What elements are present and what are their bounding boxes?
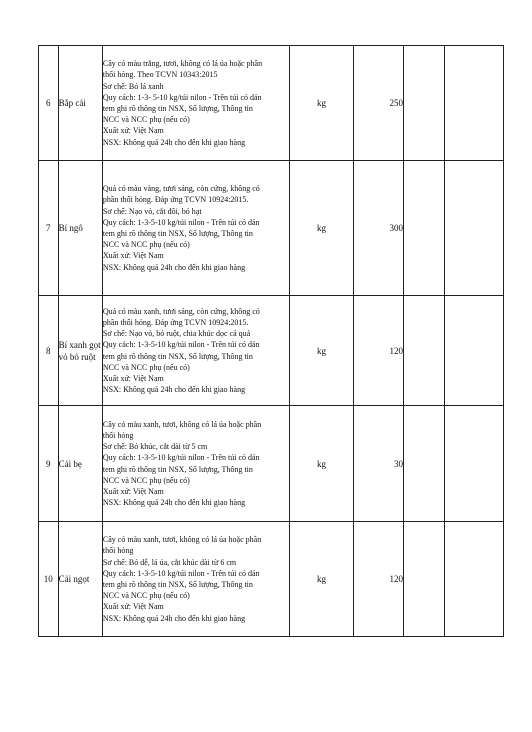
spec-line: Quy cách: 1-3-5-10 kg/túi nilon - Trên túi có dán	[102, 568, 260, 578]
table-row	[39, 296, 504, 406]
spec-line: NSX: Không quá 24h cho đến khi giao hàng	[102, 137, 246, 147]
spec-line: Quả có màu vàng, tươi sáng, còn cứng, không có	[102, 184, 260, 194]
spec-line: Sơ chế: Bỏ lá xanh	[102, 81, 164, 91]
table-row	[39, 522, 504, 637]
spec-line: Xuất xứ: Việt Nam	[102, 126, 164, 136]
spec-line: tem ghi rõ thông tin NSX, Số lượng, Thông tin	[102, 104, 253, 113]
spec-line: Cây có màu xanh, tươi, không có lá úa hoặc phần	[102, 535, 262, 545]
spec-line: NCC và NCC phụ (nếu có)	[102, 475, 190, 485]
product-name: Bí ngô	[58, 161, 102, 296]
product-specification	[102, 161, 289, 296]
unit: kg	[289, 406, 354, 522]
unit: kg	[289, 296, 354, 406]
table-row	[39, 161, 504, 296]
spec-line: Xuất xứ: Việt Nam	[102, 602, 164, 612]
spec-line: thối hỏng	[102, 546, 134, 556]
spec-line: Sơ chế: Bỏ khúc, cắt dài từ 5 cm	[102, 442, 208, 452]
empty-cell	[445, 522, 504, 637]
unit: kg	[289, 161, 354, 296]
spec-line: NCC và NCC phụ (nếu có)	[102, 362, 190, 372]
product-specification	[102, 522, 289, 637]
spec-line: NSX: Không quá 24h cho đến khi giao hàng	[102, 262, 246, 272]
spec-line: Sơ chế: Bỏ dễ, lá úa, cắt khúc dài từ 6 cm	[102, 557, 237, 567]
spec-line: NCC và NCC phụ (nếu có)	[102, 591, 190, 601]
row-number: 8	[39, 296, 59, 406]
spec-line: Xuất xứ: Việt Nam	[102, 251, 164, 261]
row-number: 7	[39, 161, 59, 296]
empty-cell	[445, 296, 504, 406]
spec-line: Quả có màu xanh, tươi sáng, còn cứng, không có	[102, 306, 260, 316]
spec-line: tem ghi rõ thông tin NSX, Số lượng, Thông tin	[102, 229, 253, 238]
product-name: Cải bẹ	[58, 406, 102, 522]
empty-cell	[403, 522, 444, 637]
spec-line: Cây có màu trắng, tươi, không có lá úa hoặc phần	[102, 59, 263, 69]
quantity: 300	[354, 161, 403, 296]
spec-line: Sơ chế: Nạo vỏ, cắt đôi, bỏ hạt	[102, 206, 202, 216]
spec-line: Xuất xứ: Việt Nam	[102, 486, 164, 496]
empty-cell	[403, 296, 444, 406]
empty-cell	[403, 46, 444, 161]
product-spec-table	[38, 45, 504, 637]
spec-line: phần thối hỏng. Đáp ứng TCVN 10924:2015.	[102, 195, 249, 205]
quantity: 250	[354, 46, 403, 161]
table-row	[39, 406, 504, 522]
product-specification	[102, 406, 289, 522]
row-number: 10	[39, 522, 59, 637]
row-number: 6	[39, 46, 59, 161]
quantity: 120	[354, 296, 403, 406]
product-name: Bí xanh gọt vỏ bỏ ruột	[58, 296, 102, 406]
row-number: 9	[39, 406, 59, 522]
table-row	[39, 46, 504, 161]
spec-line: Quy cách: 1-3- 5-10 kg/túi nilon - Trên túi có dán	[102, 92, 262, 102]
empty-cell	[445, 46, 504, 161]
unit: kg	[289, 46, 354, 161]
spec-line: tem ghi rõ thông tin NSX, Số lượng, Thông tin	[102, 464, 253, 474]
spec-line: NCC và NCC phụ (nếu có)	[102, 115, 190, 125]
spec-line: Quy cách: 1-3-5-10 kg/túi nilon - Trên túi có dán	[102, 453, 260, 463]
quantity: 120	[354, 522, 403, 637]
spec-line: thối hỏng. Theo TCVN 10343:2015	[102, 70, 218, 80]
quantity: 30	[354, 406, 403, 522]
spec-line: phần thối hỏng. Đáp ứng TCVN 10924:2015.	[102, 317, 249, 327]
product-specification	[102, 296, 289, 406]
spec-line: Sơ chế: Nạo vỏ, bỏ ruột, chia khúc dọc cả quả	[102, 329, 251, 339]
empty-cell	[445, 161, 504, 296]
product-name: Bắp cải	[58, 46, 102, 161]
spec-line: NCC và NCC phụ (nếu có)	[102, 240, 190, 250]
spec-line: NSX: Không quá 24h cho đến khi giao hàng	[102, 498, 246, 508]
empty-cell	[403, 406, 444, 522]
spec-line: NSX: Không quá 24h cho đến khi giao hàng	[102, 613, 246, 623]
empty-cell	[445, 406, 504, 522]
empty-cell	[403, 161, 444, 296]
spec-line: NSX: Không quá 24h cho đến khi giao hàng	[102, 385, 246, 395]
spec-line: Quy cách: 1-3-5-10 kg/túi nilon - Trên túi có dán	[102, 340, 260, 350]
spec-line: Quy cách: 1-3-5-10 kg/túi nilon - Trên túi có dán	[102, 217, 260, 227]
spec-line: tem ghi rõ thông tin NSX, Số lượng, Thông tin	[102, 580, 253, 589]
spec-line: tem ghi rõ thông tin NSX, Số lượng, Thông tin	[102, 351, 253, 361]
product-specification	[102, 46, 289, 161]
spec-line: Xuất xứ: Việt Nam	[102, 373, 164, 383]
product-name: Cải ngọt	[58, 522, 102, 637]
spec-line: Cây có màu xanh, tươi, không có lá úa hoặc phần	[102, 419, 262, 429]
spec-line: thối hỏng	[102, 430, 134, 440]
unit: kg	[289, 522, 354, 637]
